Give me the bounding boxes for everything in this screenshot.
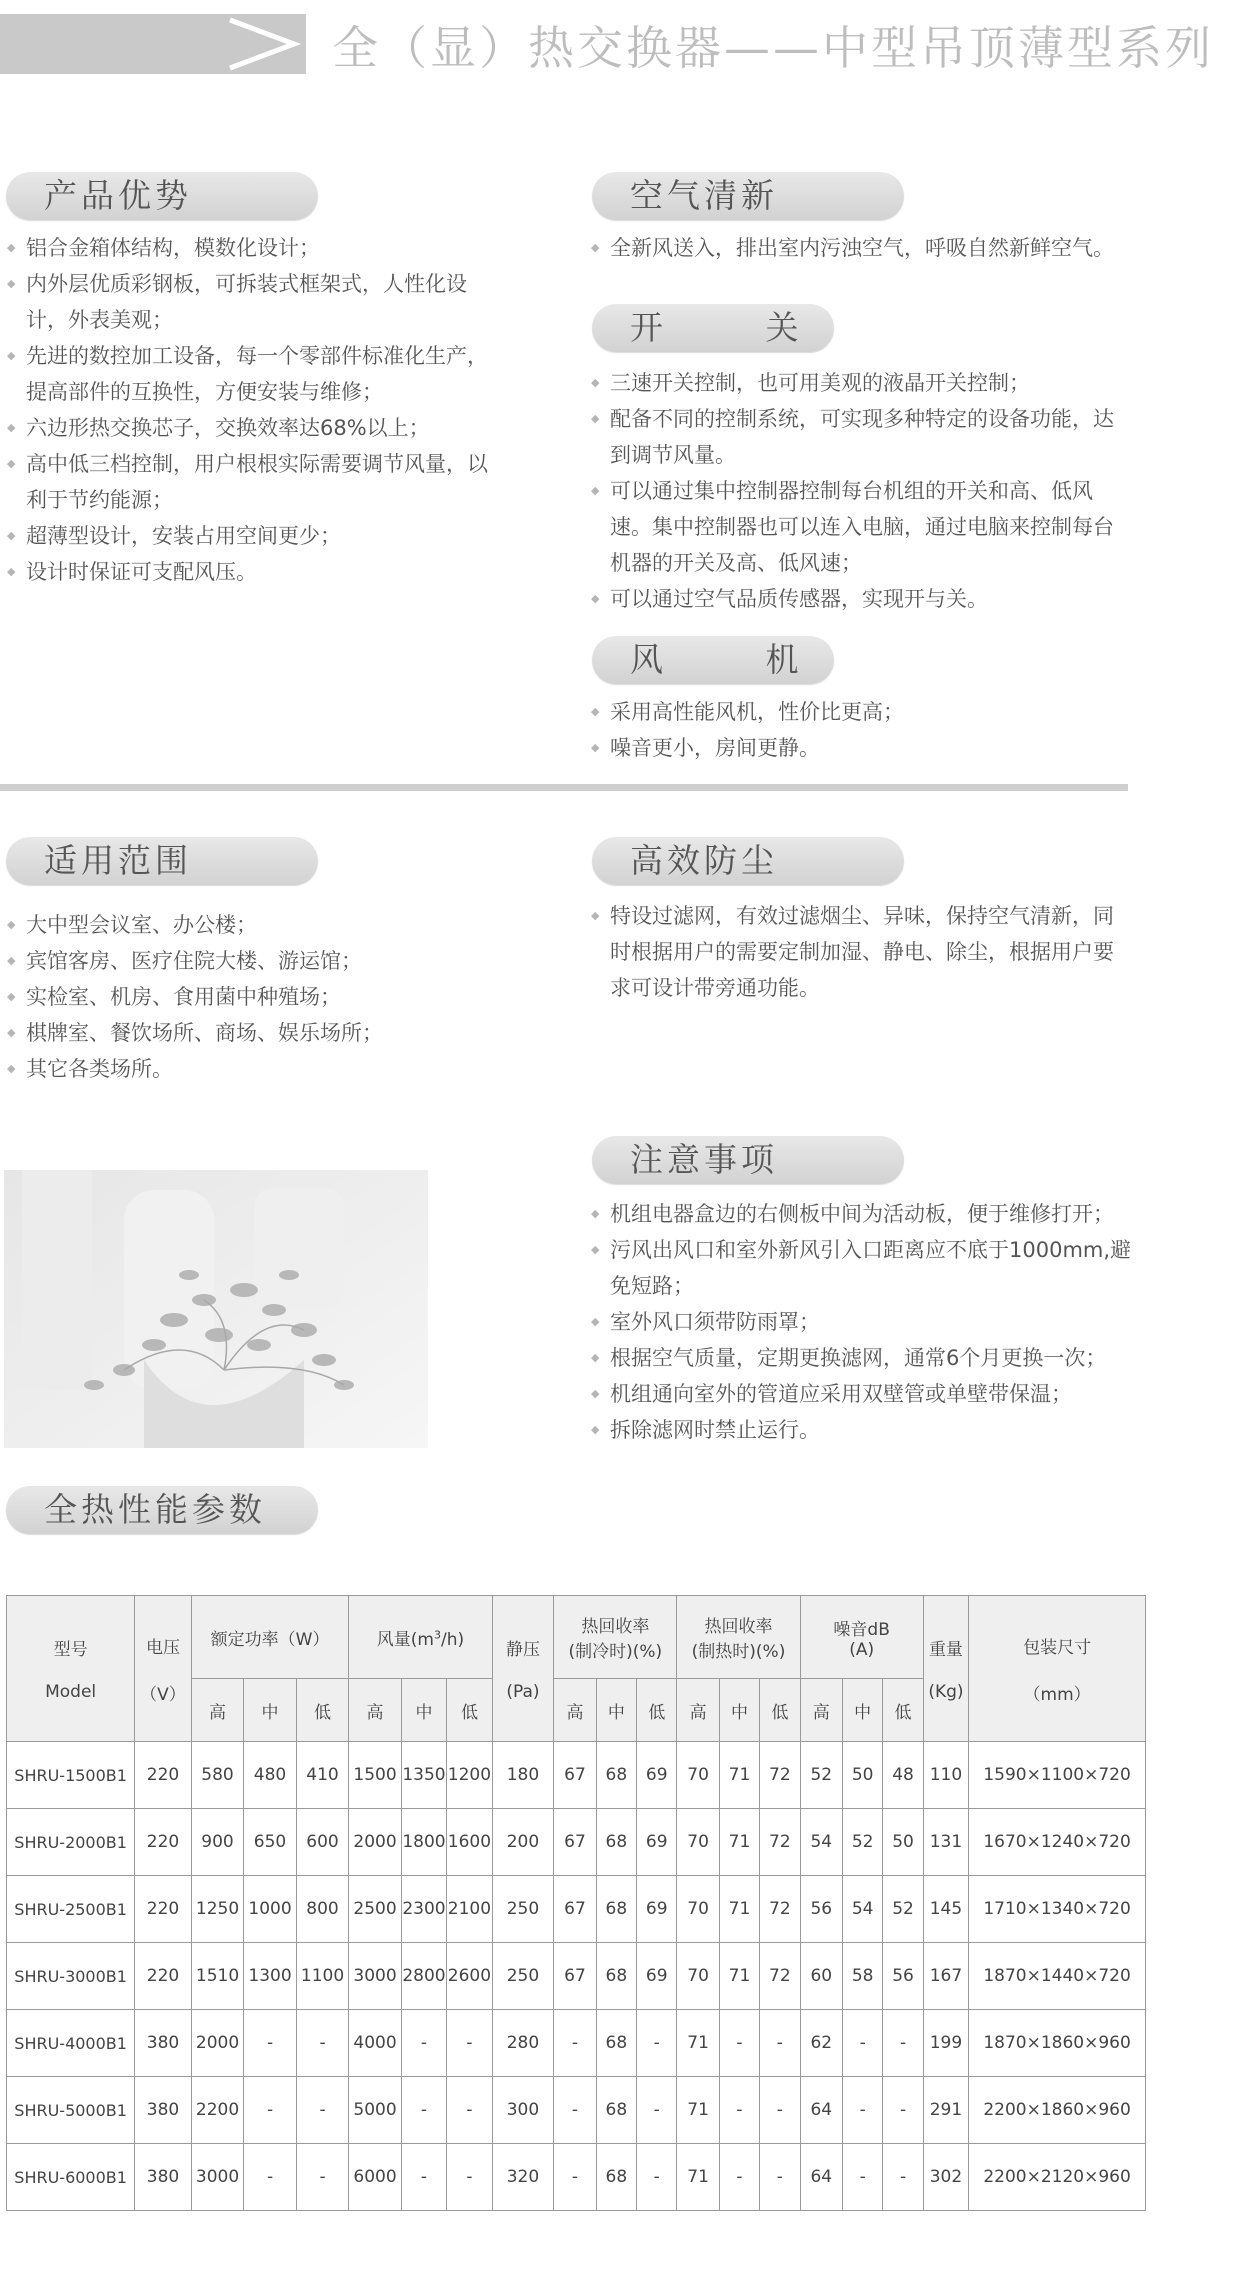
table-cell: 180 <box>492 1742 554 1809</box>
table-cell: 72 <box>760 1742 800 1809</box>
table-cell: 64 <box>800 2144 842 2211</box>
table-cell: 380 <box>135 2077 192 2144</box>
list-item: ◆ 铝合金箱体结构，模数化设计； <box>6 230 506 266</box>
table-cell: 200 <box>492 1809 554 1876</box>
table-cell: - <box>883 2144 923 2211</box>
table-cell: 70 <box>677 1943 719 2010</box>
header-package-size: 包装尺寸 （mm） <box>969 1596 1146 1742</box>
table-cell: 69 <box>637 1742 677 1809</box>
table-cell: - <box>883 2077 923 2144</box>
notes-list <box>590 1196 1150 1448</box>
fresh-air-list <box>590 230 1130 266</box>
table-cell: 110 <box>923 1742 968 1809</box>
table-cell: 1800 <box>401 1809 446 1876</box>
table-cell: 70 <box>677 1876 719 1943</box>
advantages-list <box>6 230 506 590</box>
table-cell: 900 <box>191 1809 244 1876</box>
header-power: 额定功率（W） <box>191 1596 349 1679</box>
table-cell: 131 <box>923 1809 968 1876</box>
table-cell: 220 <box>135 1809 192 1876</box>
table-cell: 3000 <box>349 1943 402 2010</box>
list-item: ◆ 设计时保证可支配风压。 <box>6 554 506 590</box>
table-cell: 68 <box>596 2010 636 2077</box>
table-cell: 6000 <box>349 2144 402 2211</box>
subheader-mid: 中 <box>401 1679 446 1742</box>
table-cell: 650 <box>244 1809 297 1876</box>
cell-model: SHRU-3000B1 <box>7 1943 135 2010</box>
table-cell: - <box>719 2010 759 2077</box>
table-cell: - <box>447 2010 492 2077</box>
table-cell: 56 <box>800 1876 842 1943</box>
section-switch-title: 开 关 <box>592 304 834 352</box>
table-cell: 380 <box>135 2010 192 2077</box>
table-cell: 71 <box>719 1742 759 1809</box>
table-cell: 70 <box>677 1809 719 1876</box>
table-cell: - <box>637 2077 677 2144</box>
table-cell: - <box>554 2010 596 2077</box>
table-cell: 600 <box>296 1809 349 1876</box>
table-cell: 250 <box>492 1876 554 1943</box>
table-cell: 250 <box>492 1943 554 2010</box>
table-cell: - <box>244 2144 297 2211</box>
scope-list <box>6 907 526 1087</box>
list-item: ◆ 采用高性能风机，性价比更高； <box>590 694 1130 730</box>
table-cell: 56 <box>883 1943 923 2010</box>
table-cell: - <box>401 2077 446 2144</box>
section-dust-title: 高效防尘 <box>592 837 904 885</box>
table-cell: - <box>760 2144 800 2211</box>
table-cell: 1350 <box>401 1742 446 1809</box>
table-cell: 1670×1240×720 <box>969 1809 1146 1876</box>
table-cell: 2100 <box>447 1876 492 1943</box>
dust-list <box>590 898 1130 1006</box>
cell-model: SHRU-2500B1 <box>7 1876 135 1943</box>
table-cell: - <box>760 2010 800 2077</box>
switch-list <box>590 365 1130 617</box>
list-item: ◆ 超薄型设计，安装占用空间更少； <box>6 518 506 554</box>
table-cell: - <box>842 2077 882 2144</box>
table-cell: 320 <box>492 2144 554 2211</box>
table-row <box>7 1876 1146 1943</box>
plant-photo <box>4 1170 428 1448</box>
table-cell: 1100 <box>296 1943 349 2010</box>
table-cell: 70 <box>677 1742 719 1809</box>
section-fan-title: 风 机 <box>592 636 834 684</box>
table-cell: 58 <box>842 1943 882 2010</box>
table-cell: 2000 <box>191 2010 244 2077</box>
chevron-right-icon <box>226 16 306 72</box>
performance-table <box>6 1595 1146 2211</box>
list-item: ◆ 其它各类场所。 <box>6 1051 526 1087</box>
table-cell: - <box>842 2144 882 2211</box>
table-cell: - <box>447 2144 492 2211</box>
section-notes-title: 注意事项 <box>592 1136 904 1184</box>
list-item: ◆ 噪音更小，房间更静。 <box>590 730 1130 766</box>
table-cell: 1870×1860×960 <box>969 2010 1146 2077</box>
table-cell: 410 <box>296 1742 349 1809</box>
cell-model: SHRU-5000B1 <box>7 2077 135 2144</box>
table-cell: 1510 <box>191 1943 244 2010</box>
list-item: ◆ 配备不同的控制系统，可实现多种特定的设备功能，达到调节风量。 <box>590 401 1130 473</box>
table-cell: 291 <box>923 2077 968 2144</box>
subheader-low: 低 <box>883 1679 923 1742</box>
table-cell: 48 <box>883 1742 923 1809</box>
table-cell: 68 <box>596 1943 636 2010</box>
table-cell: 480 <box>244 1742 297 1809</box>
table-cell: - <box>719 2077 759 2144</box>
table-cell: 300 <box>492 2077 554 2144</box>
table-cell: 71 <box>719 1943 759 2010</box>
header-voltage: 电压 （V） <box>135 1596 192 1742</box>
table-cell: - <box>760 2077 800 2144</box>
table-cell: 68 <box>596 1742 636 1809</box>
table-cell: 62 <box>800 2010 842 2077</box>
section-performance-title: 全热性能参数 <box>6 1486 318 1534</box>
table-row <box>7 1943 1146 2010</box>
header-cooling-recovery: 热回收率 (制冷时)(%) <box>554 1596 677 1679</box>
table-cell: 67 <box>554 1943 596 2010</box>
table-cell: 199 <box>923 2010 968 2077</box>
header-noise: 噪音dB (A) <box>800 1596 923 1679</box>
table-cell: 1870×1440×720 <box>969 1943 1146 2010</box>
table-cell: - <box>296 2077 349 2144</box>
list-item: ◆ 污风出风口和室外新风引入口距离应不底于1000mm,避免短路； <box>590 1232 1150 1304</box>
table-row <box>7 1809 1146 1876</box>
subheader-low: 低 <box>447 1679 492 1742</box>
list-item: ◆ 高中低三档控制，用户根根实际需要调节风量，以利于节约能源； <box>6 446 506 518</box>
table-cell: 68 <box>596 2144 636 2211</box>
table-cell: 68 <box>596 2077 636 2144</box>
table-cell: 71 <box>677 2077 719 2144</box>
list-item: ◆ 可以通过集中控制器控制每台机组的开关和高、低风速。集中控制器也可以连入电脑，通过电脑来控制每台机器的开关及高、低风速； <box>590 473 1130 581</box>
table-cell: 71 <box>719 1876 759 1943</box>
table-cell: 1000 <box>244 1876 297 1943</box>
list-item: ◆ 机组电器盒边的右侧板中间为活动板，便于维修打开； <box>590 1196 1150 1232</box>
table-cell: 380 <box>135 2144 192 2211</box>
table-cell: - <box>637 2010 677 2077</box>
table-cell: 580 <box>191 1742 244 1809</box>
table-cell: 50 <box>842 1742 882 1809</box>
table-cell: - <box>554 2077 596 2144</box>
table-cell: 2200 <box>191 2077 244 2144</box>
list-item: ◆ 可以通过空气品质传感器，实现开与关。 <box>590 581 1130 617</box>
table-row <box>7 2077 1146 2144</box>
table-cell: 52 <box>883 1876 923 1943</box>
table-cell: 1500 <box>349 1742 402 1809</box>
table-cell: 67 <box>554 1876 596 1943</box>
list-item: ◆ 根据空气质量，定期更换滤网，通常6个月更换一次； <box>590 1340 1150 1376</box>
table-cell: 67 <box>554 1809 596 1876</box>
list-item: ◆ 内外层优质彩钢板，可拆装式框架式，人性化设计，外表美观； <box>6 266 506 338</box>
table-cell: 69 <box>637 1943 677 2010</box>
table-row <box>7 2010 1146 2077</box>
table-cell: - <box>637 2144 677 2211</box>
list-item: ◆ 先进的数控加工设备，每一个零部件标准化生产，提高部件的互换性，方便安装与维修； <box>6 338 506 410</box>
table-cell: 167 <box>923 1943 968 2010</box>
table-cell: 68 <box>596 1809 636 1876</box>
subheader-mid: 中 <box>842 1679 882 1742</box>
table-cell: 71 <box>719 1809 759 1876</box>
subheader-mid: 中 <box>244 1679 297 1742</box>
table-cell: 280 <box>492 2010 554 2077</box>
table-cell: 220 <box>135 1742 192 1809</box>
page-title: 全（显）热交换器——中型吊顶薄型系列 <box>332 21 1214 75</box>
header-airflow: 风量$(m^3/h)$ <box>349 1596 492 1679</box>
section-divider <box>0 784 1128 791</box>
table-cell: 4000 <box>349 2010 402 2077</box>
table-cell: 71 <box>677 2010 719 2077</box>
table-cell: 1300 <box>244 1943 297 2010</box>
cell-model: SHRU-1500B1 <box>7 1742 135 1809</box>
list-item: ◆ 三速开关控制，也可用美观的液晶开关控制； <box>590 365 1130 401</box>
list-item: ◆ 实检室、机房、食用菌中种殖场； <box>6 979 526 1015</box>
table-cell: 1200 <box>447 1742 492 1809</box>
table-cell: 52 <box>800 1742 842 1809</box>
list-item: ◆ 大中型会议室、办公楼； <box>6 907 526 943</box>
table-cell: 64 <box>800 2077 842 2144</box>
table-cell: 220 <box>135 1876 192 1943</box>
list-item: ◆ 拆除滤网时禁止运行。 <box>590 1412 1150 1448</box>
table-cell: 71 <box>677 2144 719 2211</box>
table-cell: 1590×1100×720 <box>969 1742 1146 1809</box>
table-cell: 54 <box>842 1876 882 1943</box>
list-item: ◆ 棋牌室、餐饮场所、商场、娱乐场所； <box>6 1015 526 1051</box>
table-cell: - <box>296 2010 349 2077</box>
table-cell: - <box>554 2144 596 2211</box>
table-cell: 2200×1860×960 <box>969 2077 1146 2144</box>
table-cell: 220 <box>135 1943 192 2010</box>
table-cell: 72 <box>760 1943 800 2010</box>
section-fresh-air-title: 空气清新 <box>592 172 904 220</box>
table-cell: - <box>401 2010 446 2077</box>
table-cell: 1250 <box>191 1876 244 1943</box>
table-cell: 2000 <box>349 1809 402 1876</box>
table-row <box>7 2144 1146 2211</box>
table-row <box>7 1742 1146 1809</box>
section-advantages-title: 产品优势 <box>6 172 318 220</box>
header-arrow-bar <box>0 14 306 74</box>
table-cell: 2600 <box>447 1943 492 2010</box>
fan-list <box>590 694 1130 766</box>
table-cell: 145 <box>923 1876 968 1943</box>
table-cell: - <box>244 2077 297 2144</box>
table-cell: - <box>447 2077 492 2144</box>
table-cell: 72 <box>760 1809 800 1876</box>
subheader-high: 高 <box>800 1679 842 1742</box>
cell-model: SHRU-2000B1 <box>7 1809 135 1876</box>
table-cell: 3000 <box>191 2144 244 2211</box>
subheader-high: 高 <box>677 1679 719 1742</box>
subheader-low: 低 <box>637 1679 677 1742</box>
subheader-high: 高 <box>554 1679 596 1742</box>
header-heating-recovery: 热回收率 (制热时)(%) <box>677 1596 800 1679</box>
performance-table-body <box>7 1742 1146 2211</box>
table-cell: 69 <box>637 1876 677 1943</box>
table-cell: 302 <box>923 2144 968 2211</box>
subheader-low: 低 <box>296 1679 349 1742</box>
table-cell: 52 <box>842 1809 882 1876</box>
table-cell: - <box>244 2010 297 2077</box>
table-cell: 2800 <box>401 1943 446 2010</box>
table-cell: - <box>842 2010 882 2077</box>
table-cell: - <box>296 2144 349 2211</box>
list-item: ◆ 宾馆客房、医疗住院大楼、游运馆； <box>6 943 526 979</box>
header-static-pressure: 静压 (Pa) <box>492 1596 554 1742</box>
table-cell: - <box>719 2144 759 2211</box>
table-cell: 2200×2120×960 <box>969 2144 1146 2211</box>
table-cell: 1710×1340×720 <box>969 1876 1146 1943</box>
table-cell: 50 <box>883 1809 923 1876</box>
table-cell: 2300 <box>401 1876 446 1943</box>
section-scope-title: 适用范围 <box>6 837 318 885</box>
header-weight: 重量 (Kg) <box>923 1596 968 1742</box>
header-model: 型号 Model <box>7 1596 135 1742</box>
table-cell: - <box>883 2010 923 2077</box>
table-cell: 1600 <box>447 1809 492 1876</box>
list-item: ◆ 全新风送入，排出室内污浊空气，呼吸自然新鲜空气。 <box>590 230 1130 266</box>
table-cell: 5000 <box>349 2077 402 2144</box>
cell-model: SHRU-6000B1 <box>7 2144 135 2211</box>
table-cell: 69 <box>637 1809 677 1876</box>
subheader-mid: 中 <box>719 1679 759 1742</box>
table-cell: 67 <box>554 1742 596 1809</box>
table-cell: 54 <box>800 1809 842 1876</box>
cell-model: SHRU-4000B1 <box>7 2010 135 2077</box>
subheader-high: 高 <box>191 1679 244 1742</box>
list-item: ◆ 机组通向室外的管道应采用双壁管或单壁带保温； <box>590 1376 1150 1412</box>
list-item: ◆ 六边形热交换芯子，交换效率达68%以上； <box>6 410 506 446</box>
subheader-high: 高 <box>349 1679 402 1742</box>
list-item: ◆ 室外风口须带防雨罩； <box>590 1304 1150 1340</box>
table-cell: - <box>401 2144 446 2211</box>
table-cell: 800 <box>296 1876 349 1943</box>
subheader-mid: 中 <box>596 1679 636 1742</box>
list-item: ◆ 特设过滤网，有效过滤烟尘、异味，保持空气清新，同时根据用户的需要定制加湿、静电、除尘，根据用户要求可设计带旁通功能。 <box>590 898 1130 1006</box>
table-cell: 68 <box>596 1876 636 1943</box>
table-cell: 60 <box>800 1943 842 2010</box>
table-cell: 2500 <box>349 1876 402 1943</box>
table-cell: 72 <box>760 1876 800 1943</box>
subheader-low: 低 <box>760 1679 800 1742</box>
